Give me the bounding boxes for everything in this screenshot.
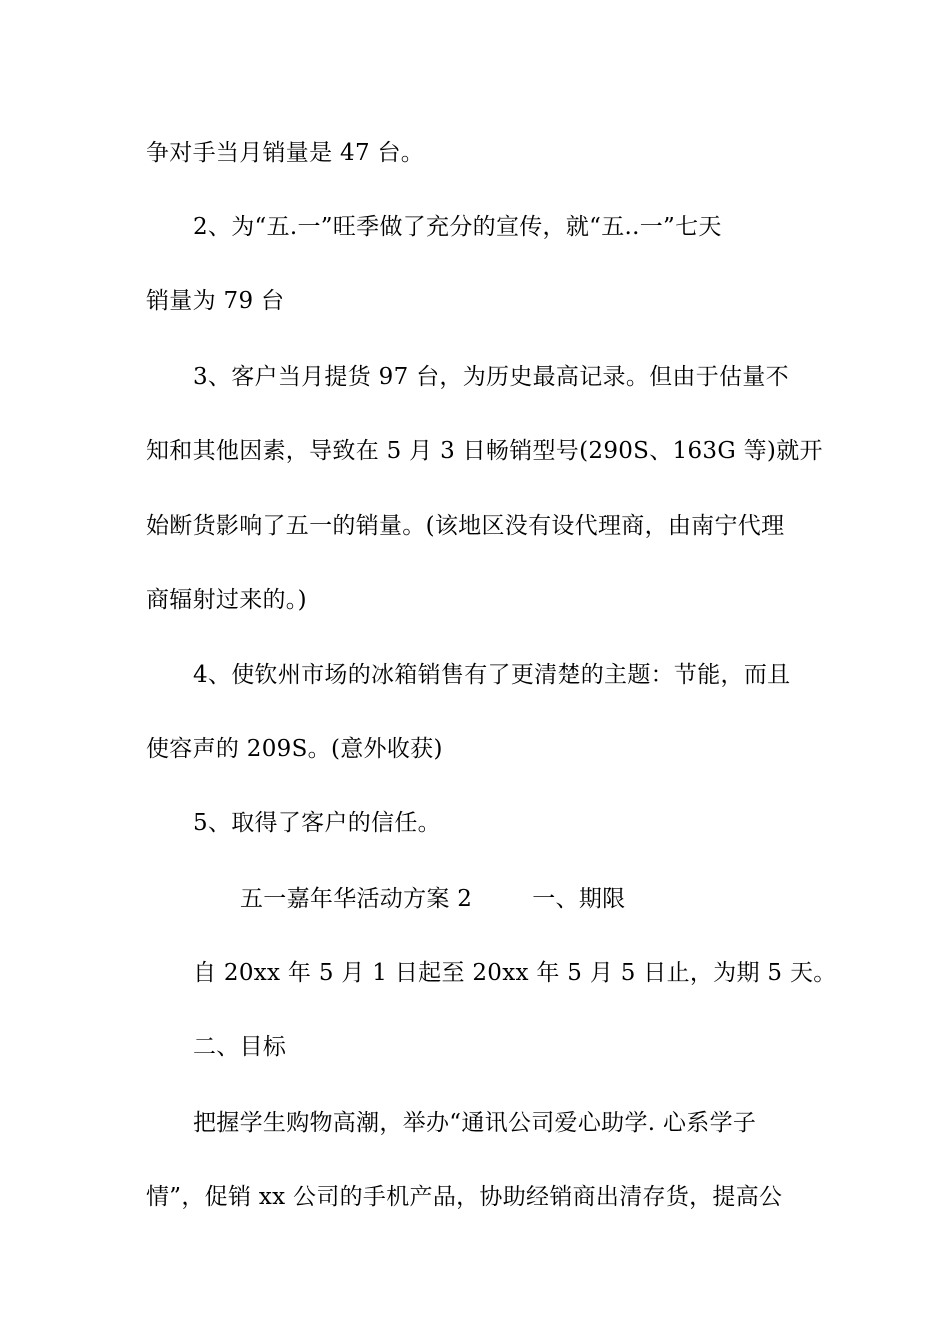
paragraph-line-10: 5、取得了客户的信任。 xyxy=(193,810,441,836)
paragraph-line-8: 4、使钦州市场的冰箱销售有了更清楚的主题：节能，而且 xyxy=(193,662,791,688)
paragraph-line-2: 2、为“五.一”旺季做了充分的宣传，就“五..一”七天 xyxy=(193,214,722,240)
paragraph-line-3: 销量为 79 台 xyxy=(146,288,285,314)
section-heading-goal: 二、目标 xyxy=(193,1034,287,1060)
paragraph-line-14: 把握学生购物高潮，举办“通讯公司爱心助学. 心系学子 xyxy=(193,1110,757,1136)
section-heading-period: 一、期限 xyxy=(532,886,626,912)
paragraph-line-1: 争对手当月销量是 47 台。 xyxy=(146,140,425,166)
section-heading-line xyxy=(240,884,625,914)
paragraph-line-6: 始断货影响了五一的销量。(该地区没有设代理商，由南宁代理 xyxy=(146,513,785,539)
document-title: 五一嘉年华活动方案 2 xyxy=(240,886,473,912)
paragraph-line-9: 使容声的 209S。(意外收获) xyxy=(146,736,443,762)
paragraph-line-7: 商辐射过来的。) xyxy=(146,587,307,613)
paragraph-line-12: 自 20xx 年 5 月 1 日起至 20xx 年 5 月 5 日止，为期 5 天。 xyxy=(193,960,837,986)
paragraph-line-4: 3、客户当月提货 97 台，为历史最高记录。但由于估量不 xyxy=(193,364,789,390)
paragraph-line-15: 情”，促销 xx 公司的手机产品，协助经销商出清存货，提高公 xyxy=(146,1184,783,1210)
paragraph-line-5: 知和其他因素，导致在 5 月 3 日畅销型号(290S、163G 等)就开 xyxy=(146,438,823,464)
